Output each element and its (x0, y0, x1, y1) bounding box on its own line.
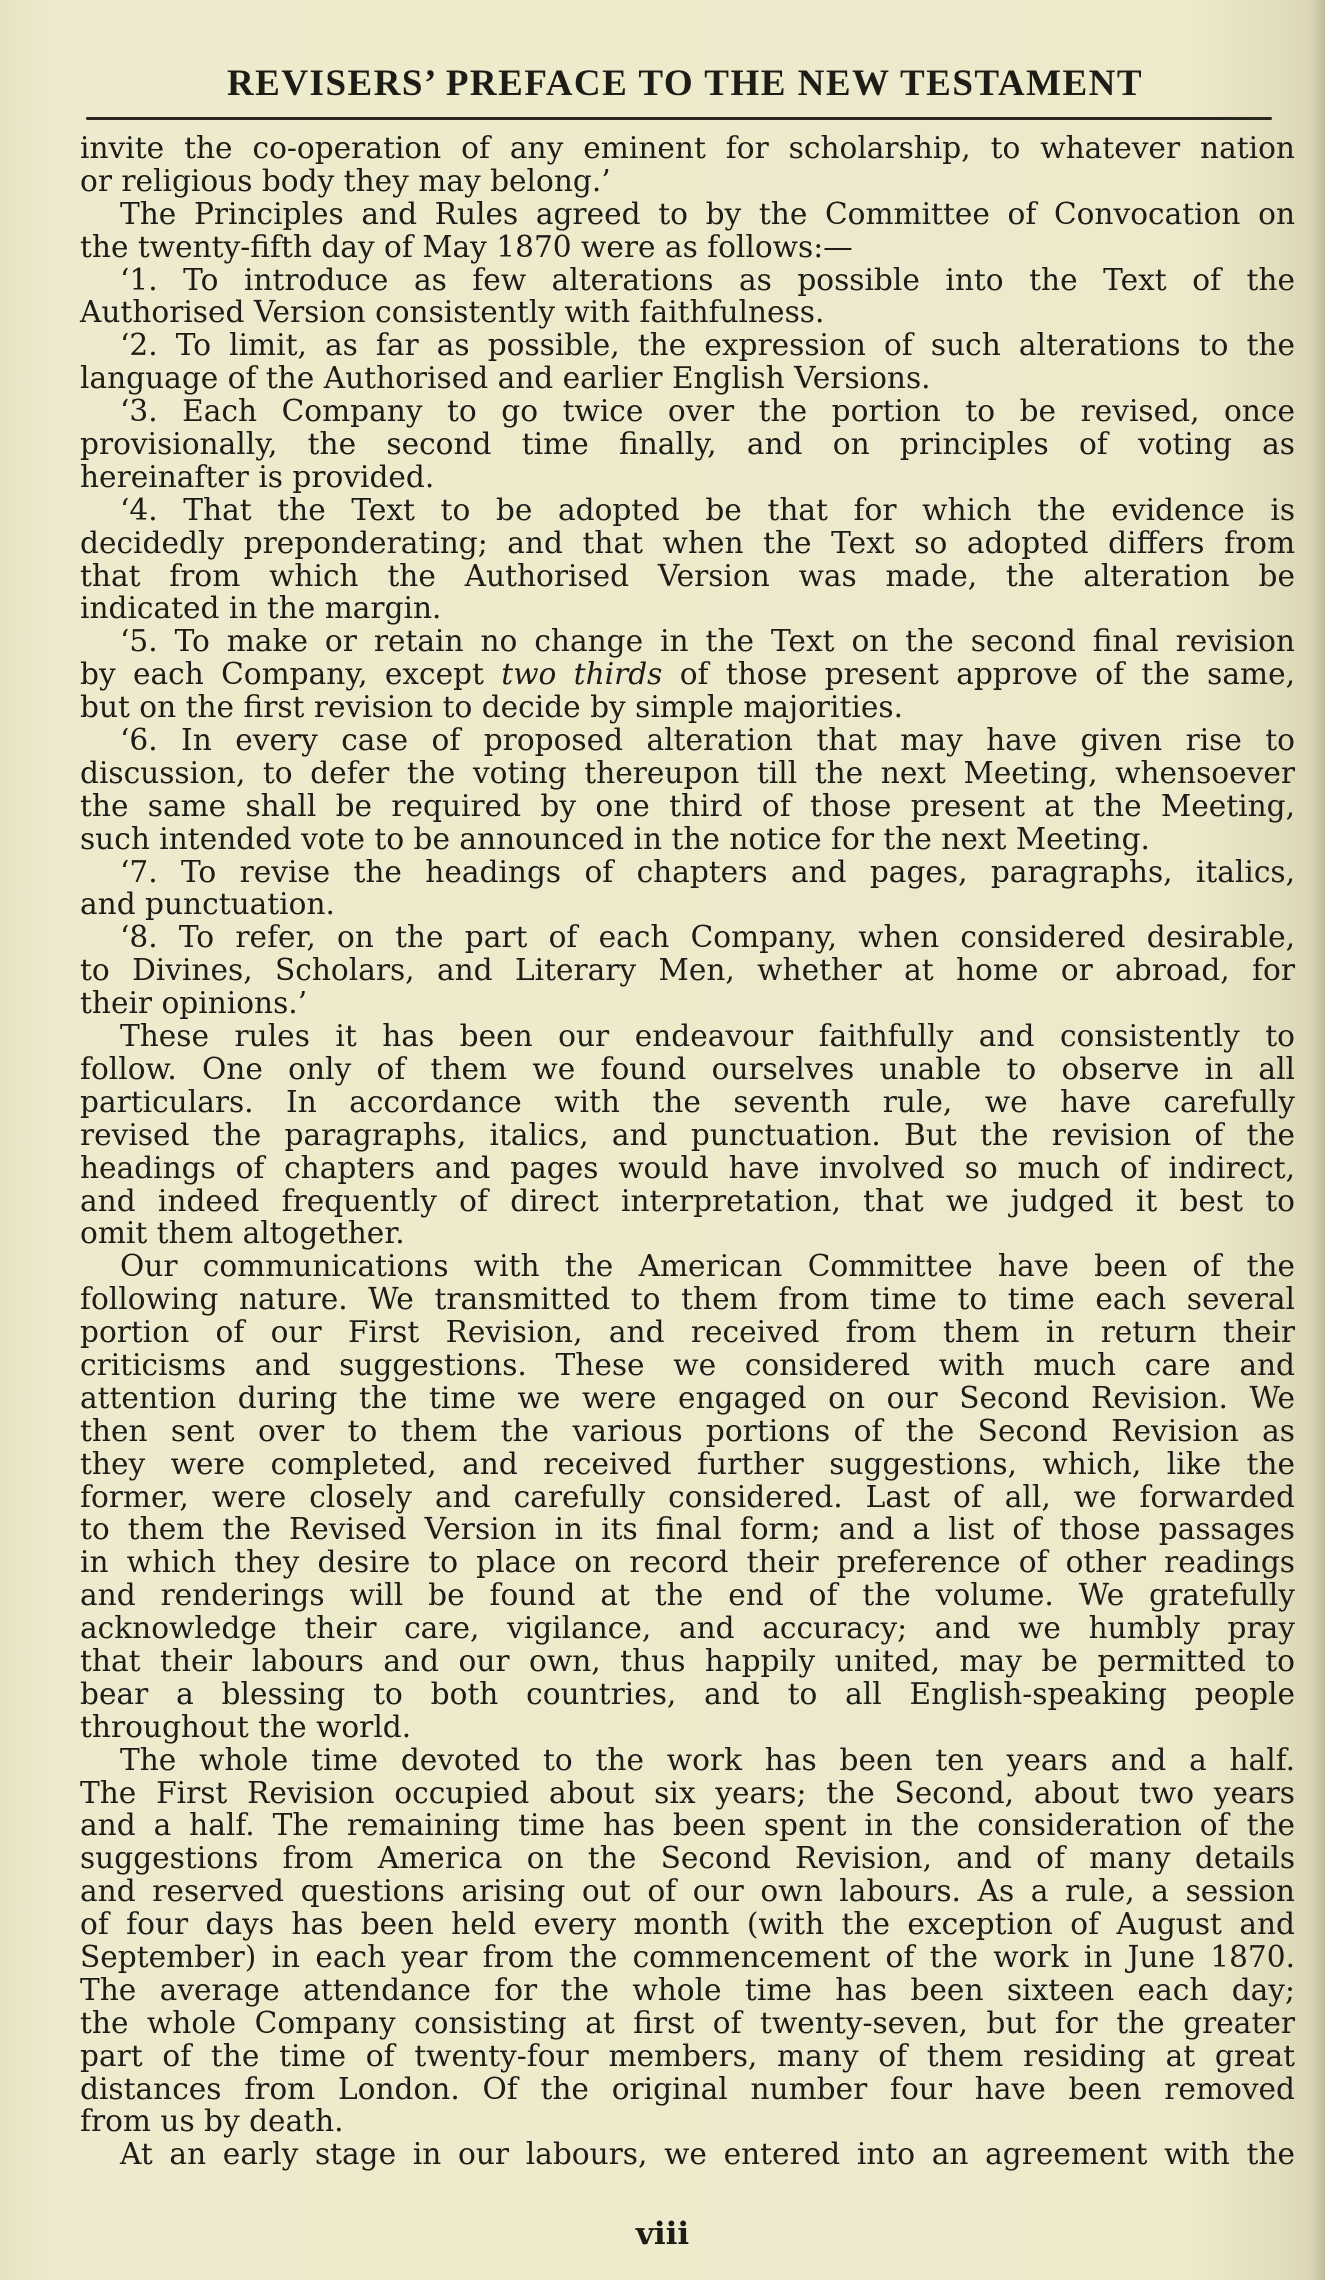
text-line: indicated in the margin. (80, 591, 442, 626)
text-line: omit them altogether. (80, 1216, 405, 1251)
text-line: The whole time devoted to the work has been ten years and a half. (120, 1742, 1295, 1777)
text-line: ‘1. To introduce as few alterations as possible into the Text of the (120, 262, 1295, 297)
running-head: REVISERS’ PREFACE TO THE NEW TESTAMENT (226, 63, 1144, 104)
text-line: and punctuation. (80, 887, 335, 922)
text-line: particulars. In accordance with the seventh rule, we have carefully (80, 1084, 1295, 1119)
text-line: attention during the time we were engaged on our Second Revision. We (80, 1380, 1295, 1415)
text-line: and renderings will be found at the end of the volume. We gratefully (80, 1578, 1295, 1613)
text-line: the same shall be required by one third of those present at the Meeting, (80, 788, 1295, 823)
text-line: by each Company, except two thirds of those present approve of the same, (80, 657, 1295, 692)
page-edge-shadow (1311, 0, 1325, 2280)
text-line: to them the Revised Version in its final form; and a list of those passages (80, 1512, 1295, 1547)
text-line: and reserved questions arising out of our own labours. As a rule, a session (80, 1874, 1295, 1909)
text-line: to Divines, Scholars, and Literary Men, whether at home or abroad, for (80, 953, 1295, 988)
text-line: The Principles and Rules agreed to by the Committee of Convocation on (120, 196, 1295, 231)
text-line: The First Revision occupied about six years; the Second, about two years (80, 1775, 1295, 1810)
text-line: ‘8. To refer, on the part of each Company, when considered desirable, (120, 920, 1295, 955)
text-line: decidedly preponderating; and that when the Text so adopted differs from (80, 525, 1295, 560)
text-line: These rules it has been our endeavour faithfully and consistently to (120, 1019, 1295, 1054)
text-line: that from which the Authorised Version was made, the alteration be (80, 558, 1295, 593)
text-line: September) in each year from the commencement of the work in June 1870. (80, 1939, 1295, 1974)
text-line: suggestions from America on the Second Revision, and of many details (80, 1841, 1295, 1876)
text-line: or religious body they may belong.’ (80, 163, 611, 198)
text-line: The average attendance for the whole time has been sixteen each day; (80, 1972, 1295, 2007)
text-line: provisionally, the second time finally, and on principles of voting as (80, 427, 1295, 462)
text-line: Our communications with the American Committee have been of the (120, 1249, 1295, 1284)
text-line: the twenty-fifth day of May 1870 were as follows:— (80, 229, 853, 264)
text-line: in which they desire to place on record their preference of other readings (80, 1545, 1295, 1580)
text-line: acknowledge their care, vigilance, and accuracy; and we humbly pray (80, 1611, 1295, 1646)
text-line: follow. One only of them we found ourselves unable to observe in all (80, 1051, 1295, 1086)
emphasis-two-thirds: two thirds (501, 657, 663, 692)
page-number: viii (635, 2216, 690, 2252)
text-line: and indeed frequently of direct interpretation, that we judged it best to (80, 1183, 1295, 1218)
text-line: the whole Company consisting at first of twenty-seven, but for the greater (80, 2005, 1295, 2040)
text-line: such intended vote to be announced in the notice for the next Meeting. (80, 821, 1150, 856)
text-line: discussion, to defer the voting thereupon till the next Meeting, whensoever (80, 755, 1295, 790)
text-line: but on the first revision to decide by simple majorities. (80, 690, 903, 725)
text-line: ‘7. To revise the headings of chapters and pages, paragraphs, italics, (120, 854, 1295, 889)
text-line: ‘6. In every case of proposed alteration that may have given rise to (120, 723, 1295, 758)
text-line: and a half. The remaining time has been spent in the consideration of the (80, 1808, 1295, 1843)
text-line: invite the co-operation of any eminent for scholarship, to whatever nation (80, 131, 1295, 165)
text-line: ‘4. That the Text to be adopted be that for which the evidence is (120, 492, 1295, 527)
text-line: ‘2. To limit, as far as possible, the expression of such alterations to the (120, 328, 1295, 363)
text-line: following nature. We transmitted to them from time to time each several (80, 1282, 1295, 1317)
text-line: At an early stage in our labours, we entered into an agreement with the (120, 2137, 1295, 2172)
text-line: their opinions.’ (80, 986, 308, 1021)
text-line: language of the Authorised and earlier English Versions. (80, 361, 931, 396)
text-line: bear a blessing to both countries, and to all English-speaking people (80, 1676, 1295, 1711)
text-line: they were completed, and received further suggestions, which, like the (80, 1446, 1295, 1481)
text-line: headings of chapters and pages would have involved so much of indirect, (80, 1150, 1295, 1185)
text-line: criticisms and suggestions. These we considered with much care and (80, 1347, 1295, 1382)
text-line: hereinafter is provided. (80, 459, 435, 494)
text-line: throughout the world. (80, 1709, 412, 1744)
text-line: part of the time of twenty-four members, many of them residing at great (80, 2038, 1295, 2073)
text-line: distances from London. Of the original number four have been removed (80, 2071, 1295, 2106)
text-line: then sent over to them the various portions of the Second Revision as (80, 1413, 1295, 1448)
text-line: from us by death. (80, 2104, 344, 2139)
text-line: that their labours and our own, thus happily united, may be permitted to (80, 1643, 1295, 1678)
text-line: of four days has been held every month (with the exception of August and (80, 1907, 1295, 1942)
header-rule (86, 117, 1272, 120)
text-line: revised the paragraphs, italics, and punctuation. But the revision of the (80, 1117, 1295, 1152)
text-line: ‘5. To make or retain no change in the Text on the second final revision (120, 624, 1295, 659)
text-line: Authorised Version consistently with faithfulness. (80, 295, 825, 330)
body-text (80, 132, 1295, 2171)
text-line: portion of our First Revision, and received from them in return their (80, 1315, 1295, 1350)
text-line: former, were closely and carefully considered. Last of all, we forwarded (80, 1479, 1295, 1514)
text-line: ‘3. Each Company to go twice over the portion to be revised, once (120, 394, 1295, 429)
